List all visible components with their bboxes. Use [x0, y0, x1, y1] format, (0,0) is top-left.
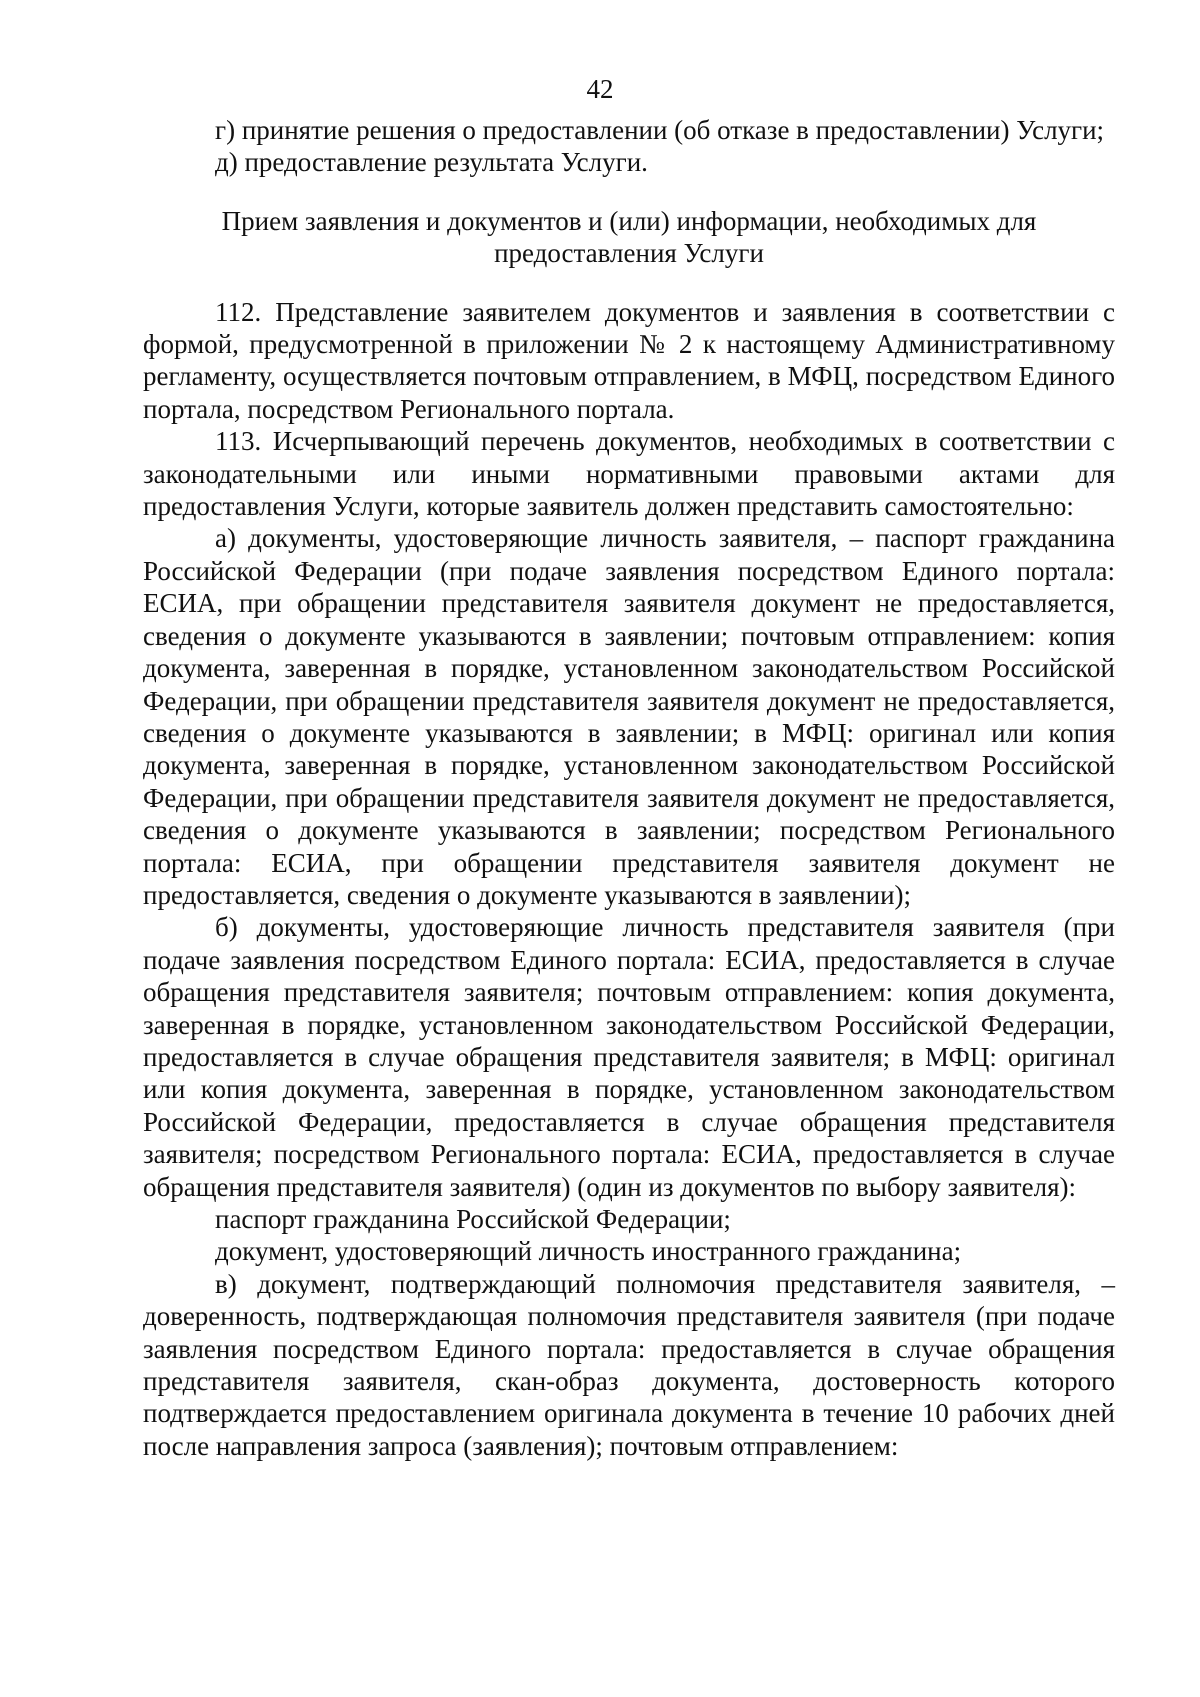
list-item-b-foreign-document: документ, удостоверяющий личность иностранного гражданина; — [215, 1236, 962, 1267]
list-item-v: в) документ, подтверждающий полномочия представителя заявителя, – доверенность, подтверждающая полномочия представителя заявителя (при подаче заявления посредством Единого портала: предоставляется в случае обращения представителя заявителя, скан-образ документа, достоверность которого подтверждается предоставлением оригинала документа в течение 10 рабочих дней после направления запроса (заявления); почтовым отправлением: — [143, 1268, 1115, 1461]
list-item-b-passport: паспорт гражданина Российской Федерации; — [215, 1204, 731, 1234]
document-body — [143, 114, 1115, 1462]
section-heading-line-1: Прием заявления и документов и (или) информации, необходимых для — [221, 205, 1037, 236]
list-item-g: г) принятие решения о предоставлении (об отказе в предоставлении) Услуги; — [215, 115, 1105, 145]
page-number: 42 — [586, 74, 614, 104]
section-heading — [143, 179, 1115, 296]
paragraph-112: 112. Представление заявителем документов и заявления в соответствии с формой, предусмотренной в приложении № 2 к настоящему Административному регламенту, осуществляется почтовым отправлением, в МФЦ, посредством Единого портала, посредством Регионального портала. — [143, 296, 1115, 424]
paragraph-113: 113. Исчерпывающий перечень документов, необходимых в соответствии с законодательными или иными нормативными правовыми актами для предоставления Услуги, которые заявитель должен представить самостоятельно: — [143, 426, 1115, 522]
list-item-a: а) документы, удостоверяющие личность заявителя, – паспорт гражданина Российской Федерации (при подаче заявления посредством Единого портала: ЕСИА, при обращении представителя заявителя документ не предоставляется, сведения о документе указываются в заявлении; почтовым отправлением: копия документа, заверенная в порядке, установленном законодательством Российской Федерации, при обращении представителя заявителя документ не предоставляется, сведения о документе указываются в заявлении; в МФЦ: оригинал или копия документа, заверенная в порядке, установленном законодательством Российской Федерации, при обращении представителя заявителя документ не предоставляется, сведения о документе указываются в заявлении; посредством Регионального портала: ЕСИА, при обращении представителя заявителя документ не предоставляется, сведения о документе указываются в заявлении); — [143, 523, 1115, 910]
list-item-b: б) документы, удостоверяющие личность представителя заявителя (при подаче заявления посредством Единого портала: ЕСИА, предоставляется в случае обращения представителя заявителя; почтовым отправлением: копия документа, заверенная в порядке, установленном законодательством Российской Федерации, предоставляется в случае обращения представителя заявителя; в МФЦ: оригинал или копия документа, заверенная в порядке, установленном законодательством Российской Федерации, предоставляется в случае обращения представителя заявителя; посредством Регионального портала: ЕСИА, предоставляется в случае обращения представителя заявителя) (один из документов по выбору заявителя): — [143, 912, 1115, 1202]
list-item-d: д) предоставление результата Услуги. — [215, 147, 648, 178]
section-heading-line-2: предоставления Услуги — [494, 238, 764, 269]
